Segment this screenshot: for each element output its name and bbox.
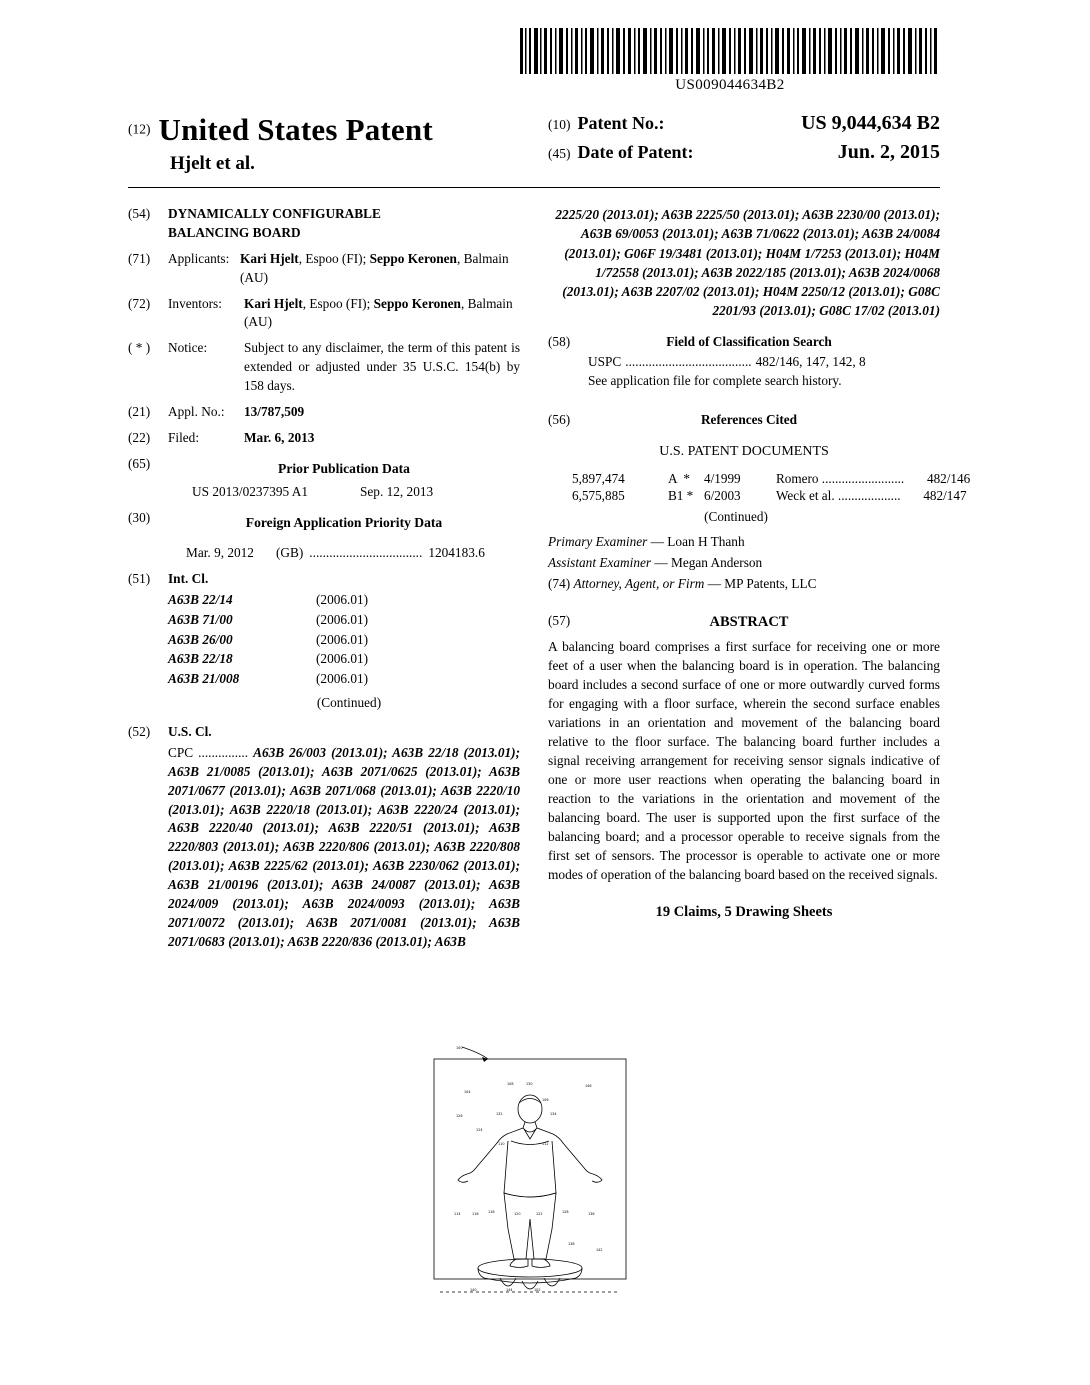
barcode-number: US009044634B2 — [675, 77, 785, 93]
field-appl-no-label: Appl. No.: — [168, 403, 225, 419]
patent-date-row — [548, 141, 940, 164]
primary-examiner-line — [548, 533, 940, 552]
int-cl-row — [168, 631, 520, 650]
field-filed-label: Filed: — [168, 429, 200, 445]
assistant-examiner-label: Assistant Examiner — [548, 555, 652, 571]
figure-label: 118 — [488, 1210, 495, 1214]
uspc-value: 482/146, 147, 142, 8 — [755, 354, 866, 370]
field-filed — [128, 429, 520, 448]
right-column — [548, 205, 971, 923]
field-inventors — [128, 295, 520, 333]
int-cl-version: (2006.01) — [316, 591, 369, 607]
patent-date-label: Date of Patent: — [577, 142, 694, 162]
field-foreign-priority — [128, 509, 520, 563]
int-cl-table — [168, 591, 520, 713]
table-row — [572, 487, 967, 504]
foreign-priority-date: Mar. 9, 2012 — [186, 545, 254, 561]
ref-name-wrap — [776, 487, 901, 504]
refs-heading: References Cited — [700, 412, 798, 428]
refs-continued: (Continued) — [704, 509, 768, 525]
field-appl-no-value: 13/787,509 — [244, 403, 305, 419]
abstract-heading: ABSTRACT — [709, 614, 789, 631]
field-search-number: (58) — [548, 333, 571, 349]
field-inventors-label: Inventors: — [168, 295, 222, 311]
figure-label: 120 — [514, 1212, 521, 1216]
field-us-cl — [128, 723, 520, 742]
figure-label: 132 — [496, 1112, 503, 1116]
ref-dots: ......................... — [821, 470, 905, 486]
field-inventors-number: (72) — [128, 295, 151, 311]
foreign-priority-dots: .................................. — [309, 545, 423, 561]
int-cl-continued: (Continued) — [316, 695, 382, 711]
int-cl-code: A63B 71/00 — [168, 611, 233, 627]
header-left — [128, 112, 548, 175]
figure-label: 102 — [534, 1288, 541, 1292]
field-notice — [128, 339, 520, 396]
primary-examiner-label: Primary Examiner — [548, 534, 648, 550]
refs-subheading: U.S. PATENT DOCUMENTS — [659, 444, 829, 460]
int-cl-row — [168, 611, 520, 630]
field-applicants-number: (71) — [128, 250, 151, 266]
int-cl-row — [168, 670, 520, 689]
foreign-priority-number: 1204183.6 — [428, 545, 485, 561]
uspc-label: USPC — [588, 354, 622, 370]
references-table — [572, 470, 971, 525]
figure-label: 140 — [470, 1288, 477, 1292]
foreign-priority-heading: Foreign Application Priority Data — [245, 514, 443, 530]
figure-label: 144 — [506, 1288, 513, 1292]
int-cl-version: (2006.01) — [316, 671, 369, 687]
figure-label: 134 — [550, 1112, 557, 1116]
int-cl-code: A63B 22/18 — [168, 651, 233, 667]
primary-examiner-value: — Loan H Thanh — [650, 534, 745, 550]
doc-kind-number: (12) — [128, 121, 151, 137]
int-cl-code: A63B 22/14 — [168, 591, 233, 607]
ref-class: 482/147 — [923, 488, 967, 504]
patent-number-row — [548, 112, 940, 135]
patent-header — [128, 112, 940, 175]
int-cl-row — [168, 591, 520, 610]
figure-label: 142 — [596, 1248, 603, 1252]
patent-date-value: Jun. 2, 2015 — [837, 141, 940, 163]
figure-label: 112 — [542, 1142, 549, 1146]
field-title-number: (54) — [128, 206, 151, 221]
figure-label: 106 — [542, 1098, 549, 1102]
field-prior-publication — [128, 455, 520, 502]
int-cl-version: (2006.01) — [316, 631, 369, 647]
cpc-continuation: 2225/20 (2013.01); A63B 2225/50 (2013.01); A63B 2230/00 (2013.01); A63B 69/0053 (2013.01); A63B 71/0622 (2013.01); A63B 24/0084 (2013.01); G06F 19/3481 (2013.01); H04M 1/7253 (2013.01); H04M 1/72558 (2013.01); A63B 2022/185 (2013.01); A63B 2024/0068 (2013.01); A63B 2207/02 (2013.01); H04M 2250/12 (2013.01); G08C 2201/93 (2013.01); G08C 17/02 (2013.01) — [555, 207, 940, 319]
uspc-dots: ...................................... — [625, 354, 752, 370]
ref-name: Romero — [776, 470, 819, 486]
abstract-text: A balancing board comprises a first surface for receiving one or more feet of a user when the balancing board is in operation. The balancing board includes a second surface of one or more outwardly curved forms for engaging with a floor surface, wherein the second surface enables variations in an orientation and movement of the balancing board relative to the floor surface. The balancing board further includes a signal receiving arrangement for receiving sensor signals indicative of one or more user reactions when operating the balancing board in reaction to the variations in the orientation and movement of the balancing board. The user is supported upon the first surface of the balancing board; and a processor operable to receive signals from the first set of sensors. The processor is operable to activate one or more modes of operation of the balancing board based on the received signals. — [548, 638, 940, 883]
ref-name-wrap — [776, 470, 904, 487]
int-cl-version: (2006.01) — [316, 651, 369, 667]
figure-label: 114 — [454, 1212, 461, 1216]
figure-label: 126 — [456, 1114, 463, 1118]
barcode-image — [520, 28, 938, 74]
field-filed-number: (22) — [128, 429, 151, 445]
field-int-cl — [128, 570, 520, 589]
header-right — [548, 112, 940, 170]
ref-number: 6,575,885 — [572, 488, 625, 504]
figure-label: 138 — [568, 1242, 575, 1246]
table-row — [572, 470, 971, 487]
page-title: United States Patent — [158, 112, 433, 147]
prior-pub-date: Sep. 12, 2013 — [360, 483, 434, 499]
attorney-line — [548, 575, 940, 594]
field-us-cl-label: U.S. Cl. — [168, 724, 212, 740]
field-references-cited — [548, 411, 940, 430]
field-search-heading: Field of Classification Search — [666, 333, 832, 349]
claims-sheets-line: 19 Claims, 5 Drawing Sheets — [655, 904, 833, 921]
figure-label: 108 — [507, 1082, 514, 1086]
ref-date: 6/2003 — [704, 488, 741, 504]
assistant-examiner-line — [548, 554, 940, 573]
field-applicants-value: Kari Hjelt, Espoo (FI); Seppo Keronen, Balmain (AU) — [240, 250, 509, 285]
field-appl-no-number: (21) — [128, 403, 151, 419]
patent-date-tag: (45) — [548, 146, 571, 161]
patent-number-value: US 9,044,634 B2 — [801, 112, 940, 134]
balancing-board-figure — [430, 1045, 630, 1300]
ref-kind: B1 * — [668, 488, 694, 504]
figure-label: 136 — [588, 1212, 595, 1216]
field-int-cl-label: Int. Cl. — [168, 570, 209, 586]
ref-name: Weck et al. — [776, 488, 835, 504]
prior-pub-heading: Prior Publication Data — [278, 460, 410, 476]
field-title — [128, 205, 520, 243]
figure-drawing — [430, 1045, 630, 1300]
attorney-number: (74) — [548, 576, 571, 592]
invention-title-line2: BALANCING BOARD — [168, 224, 301, 240]
barcode-block — [520, 28, 940, 94]
inventor-short-name: Hjelt et al. — [170, 153, 255, 174]
int-cl-version: (2006.01) — [316, 611, 369, 627]
patent-number-tag: (10) — [548, 117, 571, 132]
ref-number: 5,897,474 — [572, 470, 625, 486]
field-us-cl-number: (52) — [128, 724, 151, 740]
field-filed-value: Mar. 6, 2013 — [244, 429, 315, 445]
left-column — [128, 205, 520, 952]
figure-label: 104 — [464, 1090, 471, 1094]
us-cl-cpc-prefix: CPC — [168, 744, 194, 760]
figure-label: 124 — [476, 1128, 483, 1132]
field-int-cl-number: (51) — [128, 570, 151, 586]
field-prior-pub-number: (65) — [128, 455, 151, 471]
us-cl-dots: ............... — [198, 744, 249, 760]
int-cl-code: A63B 26/00 — [168, 631, 233, 647]
uspc-row — [588, 353, 940, 372]
field-foreign-number: (30) — [128, 509, 151, 525]
refs-number: (56) — [548, 412, 571, 428]
foreign-priority-country: (GB) — [275, 545, 304, 561]
attorney-label: Attorney, Agent, or Firm — [573, 576, 705, 592]
field-classification-search — [548, 333, 940, 352]
assistant-examiner-value: — Megan Anderson — [654, 555, 763, 571]
us-cl-body — [168, 744, 520, 952]
field-inventors-value: Kari Hjelt, Espoo (FI); Seppo Keronen, Balmain (AU) — [244, 295, 513, 330]
patent-number-label: Patent No.: — [577, 113, 665, 133]
field-abstract — [548, 612, 940, 633]
attorney-value: — MP Patents, LLC — [707, 576, 817, 592]
figure-label: 100 — [456, 1046, 463, 1050]
abstract-number: (57) — [548, 613, 571, 629]
int-cl-row — [168, 650, 520, 669]
ref-dots: ................... — [837, 488, 901, 504]
ref-kind: A * — [668, 470, 690, 486]
ref-class: 482/146 — [926, 470, 971, 486]
field-notice-label: Notice: — [168, 340, 208, 356]
uspc-note: See application file for complete search history. — [588, 373, 842, 389]
figure-label: 116 — [472, 1212, 479, 1216]
ref-date: 4/1999 — [704, 470, 741, 486]
field-applicants — [128, 250, 520, 288]
int-cl-code: A63B 21/008 — [168, 671, 240, 687]
figure-label: 146 — [585, 1084, 592, 1088]
prior-pub-value: US 2013/0237395 A1 — [192, 483, 308, 499]
figure-label: 128 — [562, 1210, 569, 1214]
field-applicants-label: Applicants: — [168, 250, 230, 266]
us-cl-text: A63B 26/003 (2013.01); A63B 22/18 (2013.01); A63B 21/0085 (2013.01); A63B 2071/0625 (2013.01); A63B 2071/0677 (2013.01); A63B 2071/068 (2013.01); A63B 2220/10 (2013.01); A63B 2220/18 (2013.01); A63B 2220/24 (2013.01); A63B 2220/40 (2013.01); A63B 2220/51 (2013.01); A63B 2220/803 (2013.01); A63B 2220/806 (2013.01); A63B 2220/808 (2013.01); A63B 2225/62 (2013.01); A63B 2230/062 (2013.01); A63B 21/00196 (2013.01); A63B 24/0087 (2013.01); A63B 2024/009 (2013.01); A63B 2024/0093 (2013.01); A63B 2071/0072 (2013.01); A63B 2071/0081 (2013.01); A63B 2071/0683 (2013.01); A63B 2220/836 (2013.01); A63B — [168, 744, 521, 949]
figure-label: 122 — [536, 1212, 543, 1216]
figure-label: 110 — [498, 1142, 505, 1146]
field-notice-value: Subject to any disclaimer, the term of this patent is extended or adjusted under 35 U.S.C. 154(b) by 158 days. — [244, 340, 520, 393]
invention-title-line1: DYNAMICALLY CONFIGURABLE — [168, 206, 381, 221]
header-divider — [128, 187, 940, 188]
field-notice-number: ( * ) — [128, 340, 151, 356]
figure-label: 130 — [526, 1082, 533, 1086]
field-appl-no — [128, 403, 520, 422]
